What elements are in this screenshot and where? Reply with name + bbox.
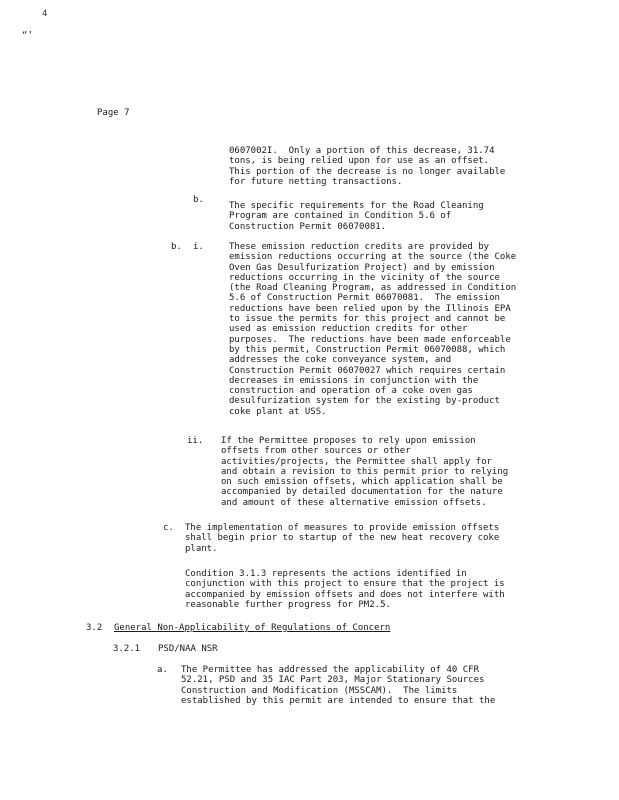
section-title: General Non-Applicability of Regulations of Concern: [114, 623, 391, 633]
page-label: Page 7: [97, 108, 130, 118]
subsection-number: 3.2.1: [113, 644, 141, 654]
item-i-marker: i.: [193, 242, 204, 252]
item-ii-marker: ii.: [187, 436, 204, 446]
item-c-marker: c.: [163, 523, 174, 533]
item-b-marker: b.: [193, 195, 204, 205]
item-ii-paragraph: If the Permittee proposes to rely upon emission offsets from other sources or other activities/projects, the Permittee shall apply for and obtain a revision to this permit prior to relying on such emission offsets, which application shall be accompanied by detailed documentation for the nature and amount of these alternative emission offsets.: [221, 436, 509, 508]
subsection-title: PSD/NAA NSR: [158, 644, 218, 654]
corner-mark: “’: [22, 31, 33, 41]
condition-note: Condition 3.1.3 represents the actions identified in conjunction with this project to ensure that the project is accompanied by emission offsets and does not interfere with reasonable further progress for PM2.5.: [185, 569, 505, 610]
item-b-paragraph: The specific requirements for the Road Cleaning Program are contained in Condition 5.6 of Construction Permit 06070081.: [229, 201, 484, 232]
item-b-outer-marker: b.: [171, 242, 182, 252]
item-i-paragraph: These emission reduction credits are provided by emission reductions occurring at the source (the Coke Oven Gas Desulfurization Project) and by emission reductions occurring in the vicinity of the source (the Road Cleaning Program, as addressed in Condition 5.6 of Construction Permit 06070081. The emission reductions have been relied upon by the Illinois EPA to issue the permits for this project and cannot be used as emission reduction credits for other purposes. The reductions have been made enforceable by this permit, Construction Permit 06070088, which addresses the coke conveyance system, and Construction Permit 06070027 which requires certain decreases in emissions in conjunction with the construction and operation of a coke oven gas desulfurization system for the existing by-product coke plant at USS.: [229, 242, 517, 417]
item-a-marker: a.: [157, 665, 168, 675]
item-c-paragraph: The implementation of measures to provide emission offsets shall begin prior to startup of the new heat recovery coke plant.: [185, 523, 500, 554]
continuation-paragraph: 0607002I. Only a portion of this decrease, 31.74 tons, is being relied upon for use as an offset. This portion of the decrease is no longer available for future netting transactions.: [229, 146, 506, 187]
corner-mark: 4: [42, 9, 48, 19]
item-a-paragraph: The Permittee has addressed the applicability of 40 CFR 52.21, PSD and 35 IAC Part 203, Major Stationary Sources Construction and Modification (MSSCAM). The limits established by this permit are intended to ensure that the: [181, 665, 496, 706]
section-number: 3.2: [86, 623, 103, 633]
